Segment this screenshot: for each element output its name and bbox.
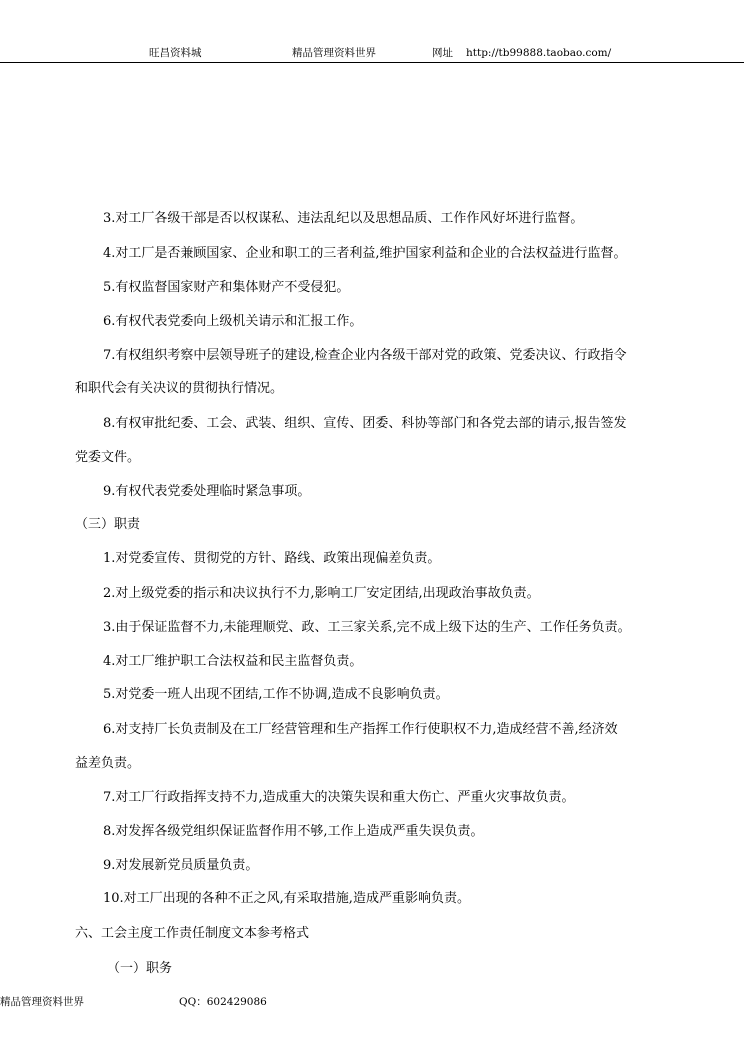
paragraph: 8.对发挥各级党组织保证监督作用不够,工作上造成严重失误负责。	[103, 824, 484, 839]
section-heading: 六、工会主度工作责任制度文本参考格式	[75, 926, 310, 941]
paragraph: 4.对工厂维护职工合法权益和民主监督负责。	[103, 654, 363, 669]
paragraph: 9.有权代表党委处理临时紧急事项。	[103, 484, 311, 499]
paragraph: 7.有权组织考察中层领导班子的建设,检查企业内各级干部对党的政策、党委决议、行政指令	[103, 348, 627, 363]
header-shop-name: 旺昌资料城	[149, 47, 202, 59]
paragraph-continuation: 和职代会有关决议的贯彻执行情况。	[75, 381, 284, 396]
paragraph: 6.有权代表党委向上级机关请示和汇报工作。	[103, 314, 363, 329]
paragraph: 9.对发展新党员质量负责。	[103, 858, 259, 873]
paragraph: 7.对工厂行政指挥支持不力,造成重大的决策失误和重大伤亡、严重火灾事故负责。	[103, 790, 575, 805]
paragraph: 5.对党委一班人出现不团结,工作不协调,造成不良影响负责。	[103, 687, 449, 702]
paragraph: 1.对党委宣传、贯彻党的方针、路线、政策出现偏差负责。	[103, 551, 441, 566]
paragraph: 3.对工厂各级干部是否以权谋私、违法乱纪以及思想品质、工作作风好坏进行监督。	[103, 211, 584, 226]
header-url-label: 网址	[432, 47, 453, 59]
paragraph: 5.有权监督国家财产和集体财产不受侵犯。	[103, 280, 350, 295]
footer-qq: QQ：602429086	[179, 996, 267, 1008]
paragraph: 4.对工厂是否兼顾国家、企业和职工的三者利益,维护国家利益和企业的合法权益进行监督。	[103, 246, 627, 261]
subsection-heading: （一）职务	[107, 961, 173, 976]
paragraph: 8.有权审批纪委、工会、武装、组织、宣传、团委、科协等部门和各党去部的请示,报告签发	[103, 416, 627, 431]
header-rule	[0, 62, 744, 63]
paragraph: 2.对上级党委的指示和决议执行不力,影响工厂安定团结,出现政治事故负责。	[103, 586, 540, 601]
section-heading: （三）职责	[75, 517, 141, 532]
paragraph: 10.对工厂出现的各种不正之风,有采取措施,造成严重影响负责。	[103, 891, 470, 906]
header-site-name: 精品管理资料世界	[292, 47, 376, 59]
paragraph: 6.对支持厂长负责制及在工厂经营管理和生产指挥工作行使职权不力,造成经营不善,经济效	[103, 722, 618, 737]
header-url[interactable]: http://tb99888.taobao.com/	[466, 47, 612, 59]
footer-site-name: 精品管理资料世界	[0, 996, 84, 1008]
paragraph-continuation: 益差负责。	[75, 756, 141, 771]
paragraph: 3.由于保证监督不力,未能理顺党、政、工三家关系,完不成上级下达的生产、工作任务负责。	[103, 620, 631, 635]
paragraph-continuation: 党委文件。	[75, 450, 141, 465]
